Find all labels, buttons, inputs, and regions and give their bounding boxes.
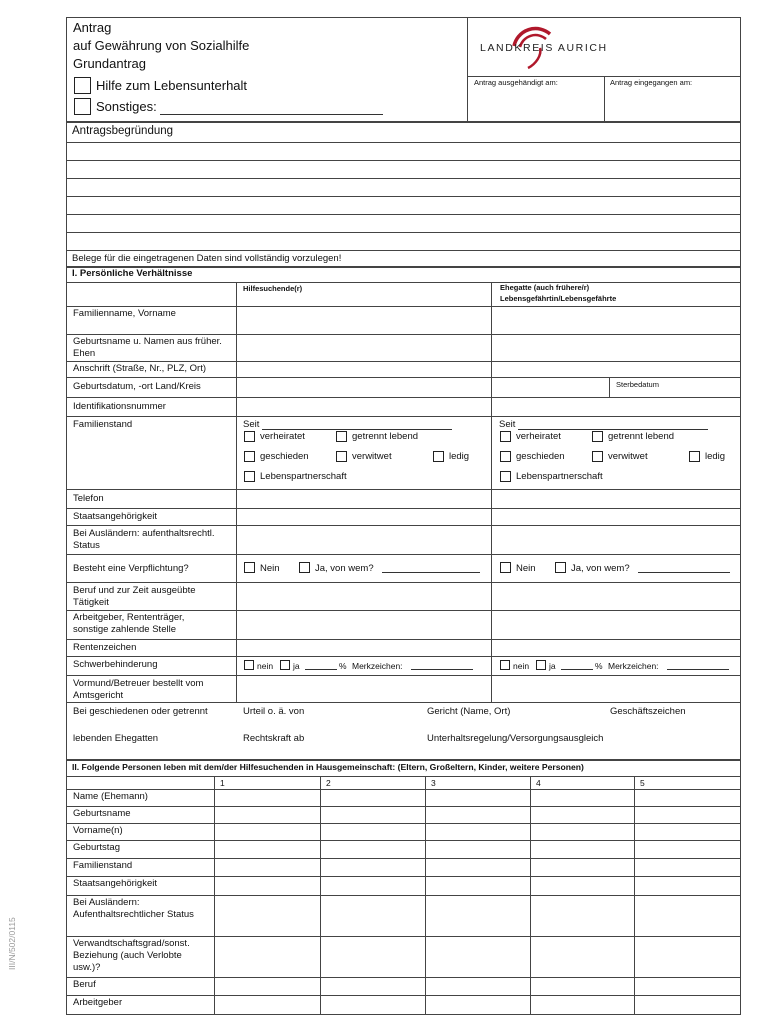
household-cell-input[interactable] — [426, 996, 529, 1014]
reason-line-6[interactable] — [66, 232, 741, 233]
household-cell-input[interactable] — [531, 937, 633, 976]
household-cell-input[interactable] — [635, 790, 740, 805]
landkreis-aurich-logo — [470, 20, 738, 74]
household-cell-input[interactable] — [215, 824, 319, 839]
section2-title: II. Folgende Personen leben mit dem/der Hilfesuchenden in Hausgemeinschaft: (Eltern, Großeltern, Kinder, weitere Personen) — [72, 762, 584, 772]
household-cell-input[interactable] — [426, 807, 529, 822]
label-id-number: Identifikationsnummer — [73, 401, 166, 412]
divorce-court-label: Gericht (Name, Ort) — [427, 706, 511, 717]
household-cell-input[interactable] — [215, 807, 319, 822]
spouse-disability-yes-checkbox[interactable] — [536, 660, 546, 670]
spouse-obligation-yes-label: Ja, von wem? — [571, 563, 630, 574]
household-row-label: Beruf — [73, 979, 96, 990]
household-cell-input[interactable] — [531, 996, 633, 1014]
household-col-header: 3 — [431, 778, 436, 788]
household-col-header: 4 — [536, 778, 541, 788]
married-label: verheiratet — [260, 431, 305, 442]
row-line — [66, 508, 741, 509]
form-title-line2: auf Gewährung von Sozialhilfe — [73, 38, 250, 53]
spouse-disability-no-checkbox[interactable] — [500, 660, 510, 670]
household-row-label: Geburtsname — [73, 808, 131, 819]
section1-title: I. Persönliche Verhältnisse — [72, 268, 193, 279]
row-line — [66, 525, 741, 526]
label-phone: Telefon — [73, 493, 104, 504]
household-row-label: Arbeitgeber — [73, 997, 123, 1008]
household-row-label: Name (Ehemann) — [73, 791, 148, 802]
widowed-checkbox[interactable] — [336, 451, 347, 462]
spouse-disability-yes-label: ja — [549, 661, 556, 671]
disability-yes-label: ja — [293, 661, 300, 671]
obligation-yes-label: Ja, von wem? — [315, 563, 374, 574]
divorced-label: geschieden — [260, 451, 309, 462]
spouse-obligation-yes-input[interactable] — [638, 572, 730, 573]
household-cell-input[interactable] — [635, 996, 740, 1014]
household-cell-input[interactable] — [531, 790, 633, 805]
divorce-file-no-label: Geschäftszeichen — [610, 706, 686, 717]
household-cell-input[interactable] — [426, 790, 529, 805]
spouse-married-checkbox[interactable] — [500, 431, 511, 442]
household-cell-input[interactable] — [426, 937, 529, 976]
label-divorced-2: lebenden Ehegatten — [73, 733, 159, 744]
label-divorced-1: Bei geschiedenen oder getrennt — [73, 706, 208, 717]
spouse-marital-since-label: Seit — [499, 419, 516, 430]
household-cell-input[interactable] — [321, 841, 424, 857]
spouse-single-checkbox[interactable] — [689, 451, 700, 462]
spouse-widowed-checkbox[interactable] — [592, 451, 603, 462]
household-cell-input[interactable] — [635, 807, 740, 822]
single-label: ledig — [449, 451, 470, 462]
married-checkbox[interactable] — [244, 431, 255, 442]
label-guardian: Vormund/Betreuer bestellt vom Amtsgericht — [73, 678, 204, 701]
documents-note: Belege für die eingetragenen Daten sind vollständig vorzulegen! — [72, 253, 342, 264]
household-cell-input[interactable] — [635, 877, 740, 894]
reason-line-5[interactable] — [66, 214, 741, 215]
row-line — [66, 610, 741, 611]
household-row-label: Staatsangehörigkeit — [73, 878, 157, 889]
household-cell-input[interactable] — [215, 996, 319, 1014]
obligation-no-label: Nein — [260, 563, 280, 574]
option-other-input-line[interactable] — [160, 114, 383, 115]
divorce-judgment-label: Urteil o. ä. von — [243, 706, 305, 717]
widowed-label: verwitwet — [352, 451, 392, 462]
col-applicant-header: Hilfesuchende(r) — [243, 284, 303, 293]
label-birth: Geburtsdatum, -ort Land/Kreis — [73, 381, 201, 392]
household-cell-input[interactable] — [215, 877, 319, 894]
household-cell-input[interactable] — [531, 859, 633, 875]
spouse-separated-checkbox[interactable] — [592, 431, 603, 442]
household-cell-input[interactable] — [215, 790, 319, 805]
obligation-yes-input[interactable] — [382, 572, 480, 573]
household-cell-input[interactable] — [321, 877, 424, 894]
col-spouse-header-2: Lebensgefährtin/Lebensgefährte — [500, 294, 617, 303]
form-title-line1: Antrag — [73, 20, 112, 35]
spouse-partnership-label: Lebenspartnerschaft — [516, 471, 603, 482]
household-cell-input[interactable] — [426, 978, 529, 994]
divorce-legal-force-label: Rechtskraft ab — [243, 733, 305, 744]
household-cell-input[interactable] — [426, 824, 529, 839]
spouse-partnership-checkbox[interactable] — [500, 471, 511, 482]
label-marital: Familienstand — [73, 419, 133, 430]
row-line — [66, 416, 741, 417]
disability-percent-label: % — [339, 661, 347, 671]
death-date-label: Sterbedatum — [616, 380, 659, 389]
spouse-divorced-label: geschieden — [516, 451, 565, 462]
logo-text: LANDKREIS AURICH — [480, 42, 608, 54]
label-citizenship: Staatsangehörigkeit — [73, 511, 157, 522]
household-cell-input[interactable] — [531, 807, 633, 822]
reason-box — [66, 122, 741, 267]
household-cell-input[interactable] — [321, 978, 424, 994]
label-family-name: Familienname, Vorname — [73, 308, 176, 319]
label-employer: Arbeitgeber, Rententräger, sonstige zahlende Stelle — [73, 612, 185, 635]
household-cell-input[interactable] — [531, 877, 633, 894]
household-cell-input[interactable] — [531, 978, 633, 994]
disability-no-checkbox[interactable] — [244, 660, 254, 670]
label-obligation: Besteht eine Verpflichtung? — [73, 563, 189, 574]
row-line — [66, 582, 741, 583]
household-col-header: 2 — [326, 778, 331, 788]
spouse-obligation-no-label: Nein — [516, 563, 536, 574]
obligation-yes-checkbox[interactable] — [299, 562, 310, 573]
marital-since-label: Seit — [243, 419, 260, 430]
row-line — [66, 377, 741, 378]
single-checkbox[interactable] — [433, 451, 444, 462]
label-foreigner: Bei Ausländern: aufenthaltsrechtl. Status — [73, 528, 215, 551]
option-livelihood-checkbox[interactable] — [74, 77, 91, 94]
spouse-obligation-yes-checkbox[interactable] — [555, 562, 566, 573]
row-line — [66, 306, 741, 307]
row-line — [66, 361, 741, 362]
household-cell-input[interactable] — [321, 859, 424, 875]
divorce-maintenance-label: Unterhaltsregelung/Versorgungsausgleich — [427, 733, 604, 744]
household-cell-input[interactable] — [531, 841, 633, 857]
household-cell-input[interactable] — [321, 790, 424, 805]
reason-line-4[interactable] — [66, 196, 741, 197]
option-other-label: Sonstiges: — [96, 99, 157, 114]
spouse-widowed-label: verwitwet — [608, 451, 648, 462]
label-disability: Schwerbehinderung — [73, 659, 158, 670]
household-col-header: 1 — [220, 778, 225, 788]
household-cell-input[interactable] — [321, 896, 424, 935]
spouse-disability-marks-label: Merkzeichen: — [608, 661, 659, 671]
household-row-label: Bei Ausländern: Aufenthaltsrechtlicher Status — [73, 897, 194, 920]
row-line — [66, 702, 741, 703]
header-date-divider — [604, 76, 605, 122]
household-cell-input[interactable] — [321, 824, 424, 839]
household-cell-input[interactable] — [321, 937, 424, 976]
spouse-disability-percent-label: % — [595, 661, 603, 671]
label-address: Anschrift (Straße, Nr., PLZ, Ort) — [73, 363, 207, 374]
household-cell-input[interactable] — [426, 896, 529, 935]
household-cell-input[interactable] — [635, 937, 740, 976]
row-line — [66, 334, 741, 335]
label-pension-sign: Rentenzeichen — [73, 642, 137, 653]
label-birth-name: Geburtsname u. Namen aus früher. Ehen — [73, 336, 222, 359]
household-cell-input[interactable] — [635, 841, 740, 857]
marital-since-input[interactable] — [262, 429, 452, 430]
household-col-header: 5 — [640, 778, 645, 788]
partnership-label: Lebenspartnerschaft — [260, 471, 347, 482]
disability-no-label: nein — [257, 661, 274, 671]
reason-line-3[interactable] — [66, 178, 741, 179]
household-cell-input[interactable] — [635, 824, 740, 839]
spouse-married-label: verheiratet — [516, 431, 561, 442]
form-title-line3: Grundantrag — [73, 56, 146, 71]
household-cell-input[interactable] — [215, 841, 319, 857]
household-cell-input[interactable] — [531, 896, 633, 935]
section1-title-line — [66, 282, 741, 283]
row-line — [66, 656, 741, 657]
household-row-label: Vorname(n) — [73, 825, 123, 836]
spouse-disability-percent-input[interactable] — [561, 669, 593, 670]
option-other-checkbox[interactable] — [74, 98, 91, 115]
option-livelihood-label: Hilfe zum Lebensunterhalt — [96, 78, 248, 93]
label-job: Beruf und zur Zeit ausgeübte Tätigkeit — [73, 585, 196, 608]
spouse-separated-label: getrennt lebend — [608, 431, 675, 442]
reason-line-2[interactable] — [66, 160, 741, 161]
disability-marks-input[interactable] — [411, 669, 473, 670]
household-cell-input[interactable] — [531, 824, 633, 839]
household-cell-input[interactable] — [321, 807, 424, 822]
reason-line-1[interactable] — [66, 142, 741, 143]
row-line — [66, 554, 741, 555]
date-handed-label: Antrag ausgehändigt am: — [474, 78, 558, 87]
household-row-label: Familienstand — [73, 860, 133, 871]
household-cell-input[interactable] — [321, 996, 424, 1014]
partnership-checkbox[interactable] — [244, 471, 255, 482]
row-line — [66, 489, 741, 490]
household-cell-input[interactable] — [215, 896, 319, 935]
separated-label: getrennt lebend — [352, 431, 419, 442]
household-cell-input[interactable] — [426, 877, 529, 894]
household-cell-input[interactable] — [635, 859, 740, 875]
household-cell-input[interactable] — [635, 896, 740, 935]
row-line — [66, 675, 741, 676]
divorced-checkbox[interactable] — [244, 451, 255, 462]
separated-checkbox[interactable] — [336, 431, 347, 442]
spouse-obligation-no-checkbox[interactable] — [500, 562, 511, 573]
header-divider — [467, 17, 468, 122]
spouse-divorced-checkbox[interactable] — [500, 451, 511, 462]
household-cell-input[interactable] — [215, 978, 319, 994]
reason-label: Antragsbegründung — [72, 125, 174, 137]
spouse-disability-no-label: nein — [513, 661, 530, 671]
death-date-divider — [609, 377, 610, 397]
spouse-marital-since-input[interactable] — [518, 429, 708, 430]
disability-percent-input[interactable] — [305, 669, 337, 670]
household-cell-input[interactable] — [215, 937, 319, 976]
household-cell-input[interactable] — [635, 978, 740, 994]
household-cell-input[interactable] — [215, 859, 319, 875]
spouse-single-label: ledig — [705, 451, 726, 462]
row-line — [66, 639, 741, 640]
disability-yes-checkbox[interactable] — [280, 660, 290, 670]
household-cell-input[interactable] — [426, 841, 529, 857]
spouse-disability-marks-input[interactable] — [667, 669, 729, 670]
household-row-label: Verwandtschaftsgrad/sonst. Beziehung (auch Verlobte usw.)? — [73, 938, 190, 973]
form-code: III/N/502/0115 — [7, 917, 17, 970]
date-received-label: Antrag eingegangen am: — [610, 78, 693, 87]
row-line — [66, 397, 741, 398]
household-cell-input[interactable] — [426, 859, 529, 875]
disability-marks-label: Merkzeichen: — [352, 661, 403, 671]
reason-line-7[interactable] — [66, 250, 741, 251]
household-row-label: Geburtstag — [73, 842, 120, 853]
obligation-no-checkbox[interactable] — [244, 562, 255, 573]
col-spouse-header-1: Ehegatte (auch frühere/r) — [500, 283, 590, 292]
